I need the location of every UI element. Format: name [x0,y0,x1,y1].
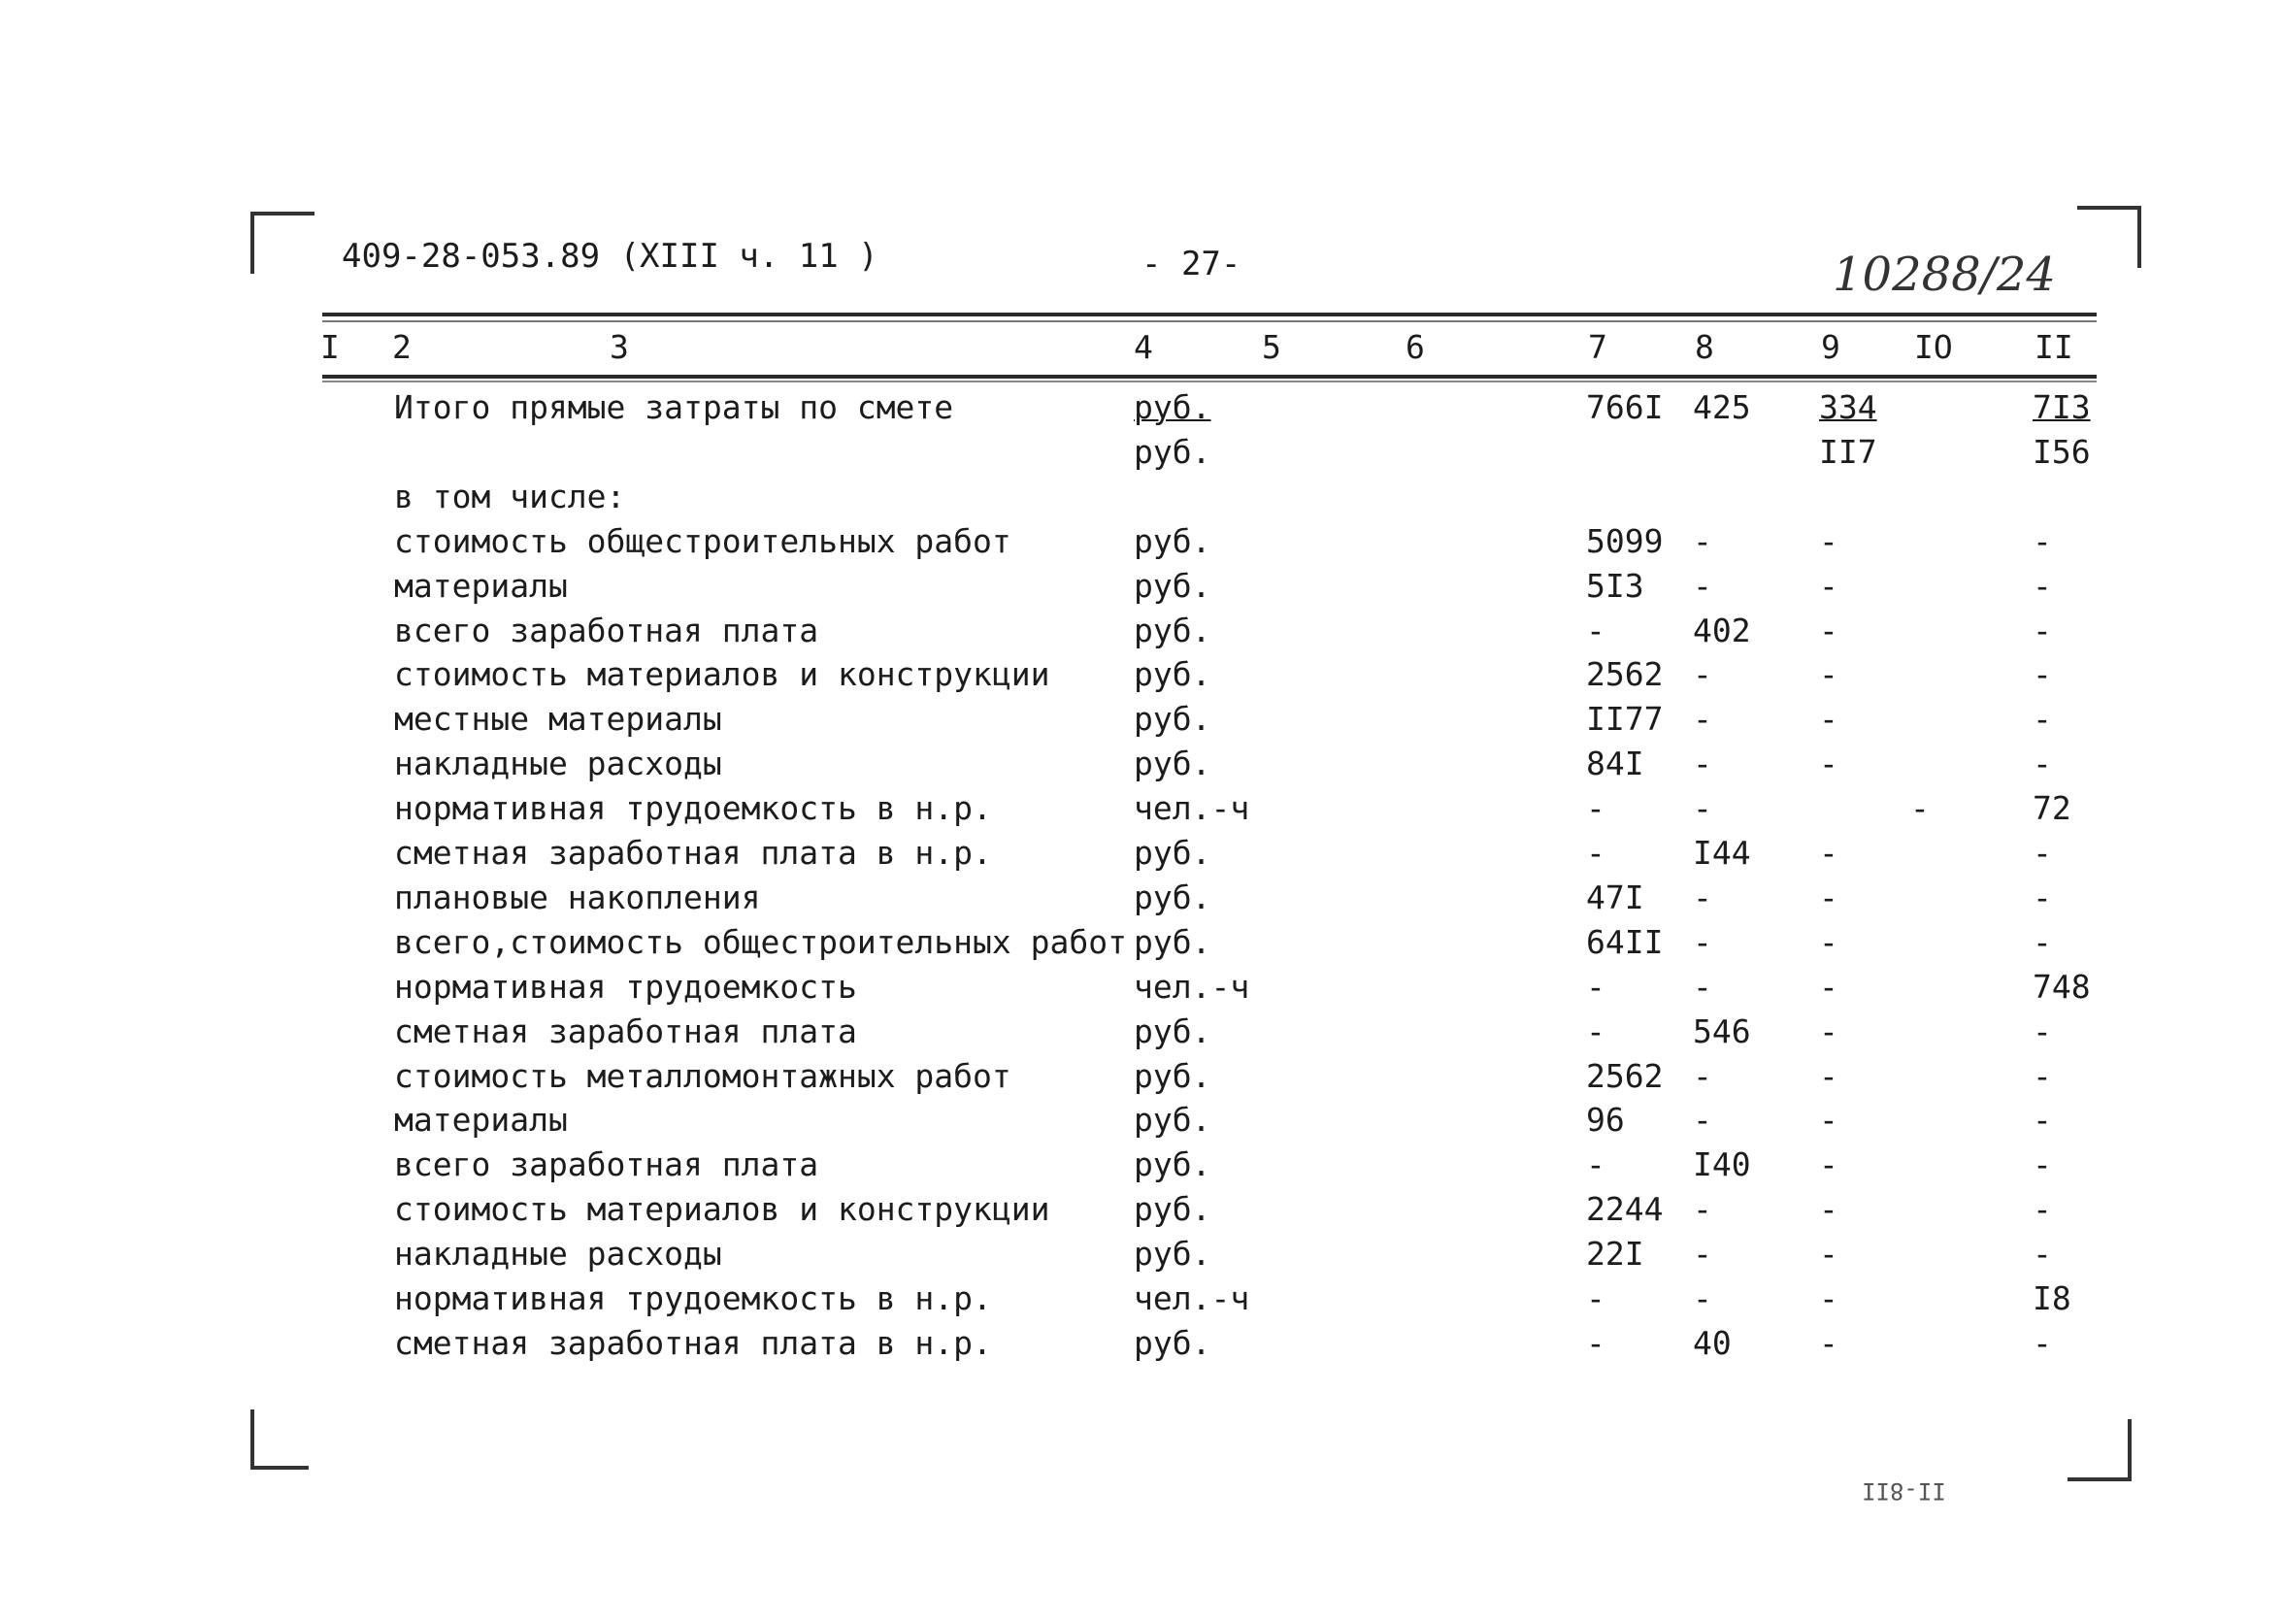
row-value-c7: 47I [1586,878,1644,916]
row-value-c9: - [1819,1057,1838,1095]
table-top-rule-thin [322,320,2097,322]
row-value-c11: - [2033,745,2052,782]
archive-number: 10288/24 [1833,248,2056,302]
row-value-c7: - [1586,1279,1605,1317]
row-value-c11: - [2033,1057,2052,1095]
page-number: - 27- [1142,245,1241,283]
row-label: сметная заработная плата в н.р. [394,1324,992,1362]
row-value-c11: - [2033,612,2052,649]
row-unit: руб. [1134,612,1211,649]
row-value-c9: - [1819,567,1838,605]
row-label: накладные расходы [394,1235,722,1273]
row-value-c7: 2562 [1586,655,1664,693]
row-unit: руб. [1134,1101,1211,1139]
row-value-c9: - [1819,1190,1838,1228]
row-value-c9: II7 [1819,433,1877,471]
row-label: плановые накопления [394,878,761,916]
column-header-3: 3 [610,328,629,366]
row-value-c8: I44 [1693,834,1751,872]
row-value-c9: - [1819,878,1838,916]
row-value-c11: I56 [2033,433,2091,471]
row-value-c7: II77 [1586,700,1664,738]
row-value-c8: - [1693,655,1712,693]
row-value-c9: - [1819,522,1838,560]
row-value-c11: - [2033,700,2052,738]
row-value-c7: 5I3 [1586,567,1644,605]
row-value-c8: 402 [1693,612,1751,649]
row-value-c11: - [2033,1190,2052,1228]
row-value-c7: 5099 [1586,522,1664,560]
row-unit: руб. [1134,745,1211,782]
row-label: местные материалы [394,700,722,738]
row-unit: руб. [1134,433,1211,471]
crop-mark-top-right [2077,206,2141,268]
row-unit: руб. [1134,388,1211,426]
row-value-c8: - [1693,1235,1712,1273]
row-value-c8: - [1693,1057,1712,1095]
row-label: стоимость металломонтажных работ [394,1057,1011,1095]
row-value-c9: - [1819,923,1838,961]
row-value-c7: - [1586,834,1605,872]
row-value-c11: - [2033,1235,2052,1273]
row-value-c11: - [2033,878,2052,916]
column-header-8: 8 [1695,328,1714,366]
row-value-c9: - [1819,1101,1838,1139]
row-value-c7: 2244 [1586,1190,1664,1228]
row-label: всего,стоимость общестроительных работ [394,923,1127,961]
row-value-c8: - [1693,1279,1712,1317]
column-header-6: 6 [1406,328,1425,366]
row-value-c9: - [1819,968,1838,1006]
row-unit: руб. [1134,923,1211,961]
row-value-c11: 7I3 [2033,388,2091,426]
row-value-c7: 64II [1586,923,1664,961]
row-label: стоимость материалов и конструкции [394,655,1050,693]
row-value-c8: - [1693,1190,1712,1228]
row-value-c8: 40 [1693,1324,1732,1362]
row-value-c11: - [2033,1324,2052,1362]
row-unit: руб. [1134,655,1211,693]
row-value-c9: - [1819,1145,1838,1183]
row-unit: руб. [1134,1324,1211,1362]
row-unit: чел.-ч [1134,789,1250,827]
row-label: сметная заработная плата в н.р. [394,834,992,872]
document-code: 409-28-053.89 (XIII ч. 11 ) [342,237,878,276]
column-header-5: 5 [1262,328,1281,366]
row-value-c10: - [1910,789,1930,827]
row-value-c8: - [1693,567,1712,605]
row-value-c9: - [1819,745,1838,782]
row-value-c8: - [1693,878,1712,916]
column-header-1: I [320,328,340,366]
row-unit: чел.-ч [1134,1279,1250,1317]
row-unit: руб. [1134,1145,1211,1183]
crop-mark-top-left [250,212,314,274]
row-value-c7: 22I [1586,1235,1644,1273]
row-value-c8: - [1693,1101,1712,1139]
row-label: сметная заработная плата [394,1012,857,1050]
row-value-c11: - [2033,834,2052,872]
row-label: нормативная трудоемкость в н.р. [394,1279,992,1317]
row-label: стоимость общестроительных работ [394,522,1011,560]
row-unit: руб. [1134,1057,1211,1095]
row-value-c9: - [1819,834,1838,872]
row-label: в том числе: [394,478,626,515]
row-value-c7: - [1586,1324,1605,1362]
row-value-c8: - [1693,923,1712,961]
column-header-9: 9 [1821,328,1840,366]
row-label: нормативная трудоемкость в н.р. [394,789,992,827]
row-label: материалы [394,1101,568,1139]
row-value-c11: - [2033,567,2052,605]
row-value-c9: - [1819,1279,1838,1317]
row-value-c11: 72 [2033,789,2071,827]
row-unit: руб. [1134,878,1211,916]
row-value-c11: - [2033,522,2052,560]
row-label: стоимость материалов и конструкции [394,1190,1050,1228]
row-value-c8: I40 [1693,1145,1751,1183]
row-value-c11: I8 [2033,1279,2071,1317]
row-value-c8: - [1693,968,1712,1006]
row-value-c7: - [1586,1145,1605,1183]
row-unit: чел.-ч [1134,968,1250,1006]
crop-mark-bottom-left [250,1409,309,1470]
row-unit: руб. [1134,1190,1211,1228]
row-value-c11: 748 [2033,968,2091,1006]
column-header-11: II [2035,328,2073,366]
row-label: нормативная трудоемкость [394,968,857,1006]
row-value-c7: 96 [1586,1101,1625,1139]
column-header-10: IO [1914,328,1953,366]
row-value-c11: - [2033,1012,2052,1050]
row-label: всего заработная плата [394,1145,819,1183]
row-value-c8: - [1693,700,1712,738]
row-value-c9: - [1819,1012,1838,1050]
row-label: всего заработная плата [394,612,819,649]
row-value-c7: 84I [1586,745,1644,782]
row-unit: руб. [1134,1235,1211,1273]
row-unit: руб. [1134,522,1211,560]
column-header-2: 2 [392,328,412,366]
row-value-c11: - [2033,655,2052,693]
row-label: материалы [394,567,568,605]
row-value-c9: - [1819,1324,1838,1362]
table-top-rule [322,313,2097,316]
column-header-7: 7 [1588,328,1607,366]
row-value-c8: 546 [1693,1012,1751,1050]
column-header-4: 4 [1134,328,1153,366]
inventory-mark: II-8II [1862,1477,1946,1505]
row-label: накладные расходы [394,745,722,782]
row-unit: руб. [1134,834,1211,872]
row-value-c7: 2562 [1586,1057,1664,1095]
crop-mark-bottom-right [2068,1419,2132,1481]
row-unit: руб. [1134,700,1211,738]
row-value-c11: - [2033,1145,2052,1183]
row-value-c9: - [1819,655,1838,693]
row-unit: руб. [1134,1012,1211,1050]
row-value-c9: - [1819,1235,1838,1273]
row-value-c11: - [2033,923,2052,961]
row-value-c9: - [1819,612,1838,649]
row-value-c8: - [1693,522,1712,560]
row-value-c7: - [1586,1012,1605,1050]
row-value-c7: 766I [1586,388,1664,426]
row-value-c7: - [1586,612,1605,649]
row-value-c9: 334 [1819,388,1877,426]
header-bottom-rule-thin [322,381,2097,382]
row-value-c7: - [1586,789,1605,827]
row-unit: руб. [1134,567,1211,605]
row-value-c11: - [2033,1101,2052,1139]
row-value-c7: - [1586,968,1605,1006]
row-label: Итого прямые затраты по смете [394,388,954,426]
row-value-c8: 425 [1693,388,1751,426]
row-value-c8: - [1693,745,1712,782]
header-bottom-rule [322,375,2097,379]
row-value-c8: - [1693,789,1712,827]
row-value-c9: - [1819,700,1838,738]
